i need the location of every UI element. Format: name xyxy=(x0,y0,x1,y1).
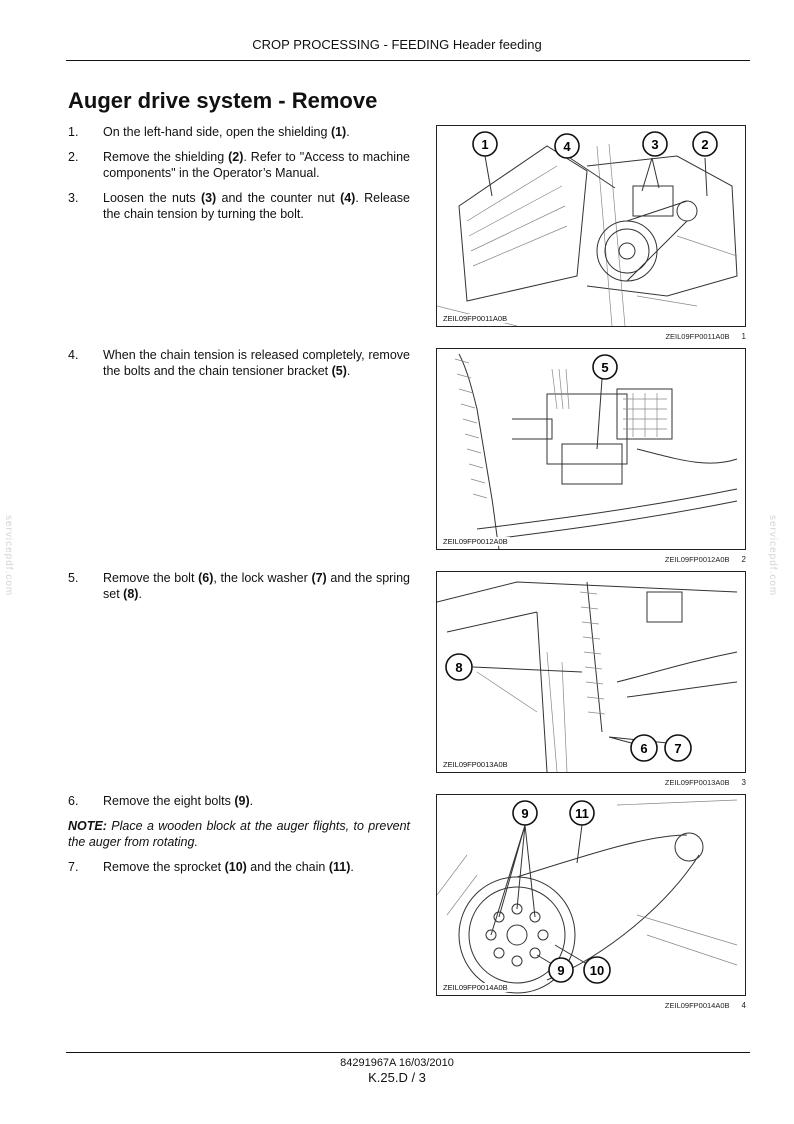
step-number: 4. xyxy=(68,348,79,362)
watermark-right: servicepdf.com xyxy=(767,515,778,597)
figure-code-inset: ZEIL09FP0012A0B xyxy=(443,537,508,546)
step-group-1 xyxy=(68,124,410,231)
step-3 xyxy=(68,190,410,222)
figure-number: 2 xyxy=(741,555,746,564)
step-text: Remove the eight bolts (9). xyxy=(103,794,254,808)
callout-8 xyxy=(446,654,472,680)
figure-code-inset: ZEIL09FP0011A0B xyxy=(443,314,508,323)
step-text: When the chain tension is released completely, remove the bolts and the chain tensioner bracket (5). xyxy=(103,348,410,378)
callout-5 xyxy=(593,355,617,379)
header-rule xyxy=(66,60,750,61)
step-5 xyxy=(68,570,410,602)
figure-2 xyxy=(436,348,748,564)
step-text: On the left-hand side, open the shielding (1). xyxy=(103,125,350,139)
step-text: Remove the sprocket (10) and the chain (11). xyxy=(103,860,354,874)
svg-text:6: 6 xyxy=(640,741,648,756)
callout-4 xyxy=(555,134,579,158)
step-4 xyxy=(68,347,410,379)
svg-text:1: 1 xyxy=(481,137,489,152)
figure-code: ZEIL09FP0011A0B xyxy=(665,332,730,341)
svg-text:9: 9 xyxy=(521,806,529,821)
step-number: 7. xyxy=(68,860,79,874)
step-number: 3. xyxy=(68,191,79,205)
svg-text:2: 2 xyxy=(701,137,709,152)
footer-rule xyxy=(66,1052,750,1053)
step-number: 2. xyxy=(68,150,79,164)
svg-text:5: 5 xyxy=(601,360,609,375)
callout-6 xyxy=(631,735,657,761)
step-group-4 xyxy=(68,793,410,884)
figure-code: ZEIL09FP0013A0B xyxy=(664,778,730,787)
svg-text:8: 8 xyxy=(455,660,463,675)
step-group-2 xyxy=(68,347,410,388)
figure-3 xyxy=(436,571,748,787)
step-text: Remove the shielding (2). Refer to "Access to machine components" in the Operator’s Manual. xyxy=(103,150,410,180)
svg-text:9: 9 xyxy=(557,963,565,978)
callout-1 xyxy=(473,132,497,156)
figure-4-illustration xyxy=(436,794,746,996)
svg-text:10: 10 xyxy=(589,963,605,978)
watermark-left: servicepdf.com xyxy=(3,515,14,597)
svg-text:3: 3 xyxy=(651,137,659,152)
svg-text:4: 4 xyxy=(563,139,571,154)
step-group-3 xyxy=(68,570,410,611)
step-1 xyxy=(68,124,410,140)
figure-3-illustration xyxy=(436,571,746,773)
figure-1 xyxy=(436,125,748,341)
figure-2-illustration xyxy=(436,348,746,550)
figure-number: 4 xyxy=(741,1001,746,1010)
callout-2 xyxy=(693,132,717,156)
figure-caption xyxy=(436,332,748,341)
figure-1-illustration xyxy=(436,125,746,327)
step-text: Loosen the nuts (3) and the counter nut (4). Release the chain tension by turning the bolt. xyxy=(103,191,410,221)
note-label: NOTE: xyxy=(68,819,107,833)
callout-7 xyxy=(665,735,691,761)
figure-code-inset: ZEIL09FP0014A0B xyxy=(443,983,508,992)
callout-10 xyxy=(584,957,610,983)
step-number: 6. xyxy=(68,794,79,808)
figure-caption xyxy=(436,555,748,564)
step-text: Remove the bolt (6), the lock washer (7) and the spring set (8). xyxy=(103,571,411,601)
callout-3 xyxy=(643,132,667,156)
page-title: Auger drive system - Remove xyxy=(68,88,378,113)
figure-caption xyxy=(436,1001,748,1010)
figure-caption xyxy=(436,778,748,787)
note xyxy=(68,818,410,850)
figure-code-inset: ZEIL09FP0013A0B xyxy=(443,760,508,769)
figure-number: 1 xyxy=(741,332,746,341)
figure-code: ZEIL09FP0012A0B xyxy=(664,555,730,564)
callout-11 xyxy=(570,801,594,825)
step-number: 1. xyxy=(68,125,79,139)
figure-number: 3 xyxy=(741,778,746,787)
step-2 xyxy=(68,149,410,181)
footer-document-id: 84291967A 16/03/2010 xyxy=(340,1057,454,1069)
svg-text:11: 11 xyxy=(575,806,589,821)
step-number: 5. xyxy=(68,571,79,585)
step-7 xyxy=(68,859,410,875)
callout-9-bottom xyxy=(549,958,573,982)
footer-page-number: K.25.D / 3 xyxy=(368,1070,426,1085)
step-6 xyxy=(68,793,410,809)
running-header: CROP PROCESSING - FEEDING Header feeding xyxy=(252,37,542,52)
callout-9-top xyxy=(513,801,537,825)
figure-code: ZEIL09FP0014A0B xyxy=(664,1001,730,1010)
figure-4 xyxy=(436,794,748,1010)
note-text: Place a wooden block at the auger flights, to prevent the auger from rotating. xyxy=(68,819,410,849)
svg-text:7: 7 xyxy=(674,741,682,756)
